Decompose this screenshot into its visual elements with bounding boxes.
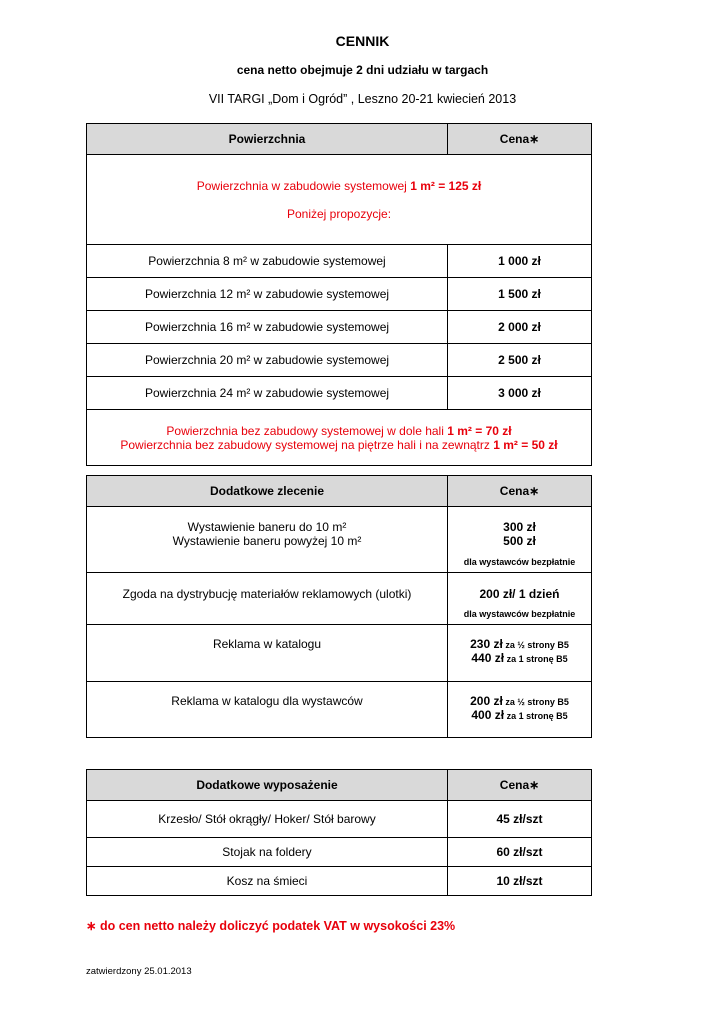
- table-row: Powierzchnia 16 m² w zabudowie systemowej 2 000 zł: [87, 311, 592, 344]
- table-row: Wystawienie baneru do 10 m² Wystawienie baneru powyżej 10 m² 300 zł 500 zł dla wystawców bezpłatnie: [87, 507, 592, 573]
- table-row: Reklama w katalogu dla wystawców 200 zł za ½ strony B5 400 zł za 1 stronę B5: [87, 682, 592, 738]
- table-row: Stojak na foldery 60 zł/szt: [87, 838, 592, 867]
- header-price: Cena∗: [448, 770, 592, 801]
- document-subtitle: cena netto obejmuje 2 dni udziału w targach: [236, 63, 489, 77]
- header-surface: Powierzchnia: [87, 124, 448, 155]
- document-title: CENNIK: [335, 33, 390, 49]
- table-row: Powierzchnia 20 m² w zabudowie systemowej 2 500 zł: [87, 344, 592, 377]
- event-name: VII TARGI „Dom i Ogród” , Leszno 20-21 kwiecień 2013: [208, 92, 517, 106]
- header-additional-order: Dodatkowe zlecenie: [87, 476, 448, 507]
- additional-equipment-table: [86, 769, 592, 896]
- asterisk-icon: ∗: [86, 919, 97, 933]
- table-row: Powierzchnia 8 m² w zabudowie systemowej 1 000 zł: [87, 245, 592, 278]
- header-price: Cena∗: [448, 476, 592, 507]
- table-row: Kosz na śmieci 10 zł/szt: [87, 867, 592, 896]
- table-row: Zgoda na dystrybucję materiałów reklamowych (ulotki) 200 zł/ 1 dzień dla wystawców bezpłatnie: [87, 573, 592, 625]
- table-row: Krzesło/ Stół okrągły/ Hoker/ Stół barowy 45 zł/szt: [87, 801, 592, 838]
- surface-price-table: [86, 123, 592, 466]
- table-row: Powierzchnia 12 m² w zabudowie systemowej 1 500 zł: [87, 278, 592, 311]
- header-additional-equipment: Dodatkowe wyposażenie: [87, 770, 448, 801]
- table-row: Reklama w katalogu 230 zł za ½ strony B5 440 zł za 1 stronę B5: [87, 625, 592, 682]
- approval-date: zatwierdzony 25.01.2013: [86, 966, 192, 977]
- system-stand-intro: Powierzchnia w zabudowie systemowej 1 m² = 125 zł Poniżej propozycje:: [87, 155, 592, 245]
- no-system-stand-notes: Powierzchnia bez zabudowy systemowej w dole hali 1 m² = 70 zł Powierzchnia bez zabudowy systemowej na piętrze hali i na zewnątrz 1 m² = 50 zł: [87, 410, 592, 466]
- vat-footnote: ∗ do cen netto należy doliczyć podatek VAT w wysokości 23%: [86, 919, 456, 933]
- additional-orders-table: [86, 475, 592, 738]
- proposals-label: Poniżej propozycje:: [286, 206, 392, 221]
- table-row: Powierzchnia 24 m² w zabudowie systemowej 3 000 zł: [87, 377, 592, 410]
- header-price: Cena∗: [448, 124, 592, 155]
